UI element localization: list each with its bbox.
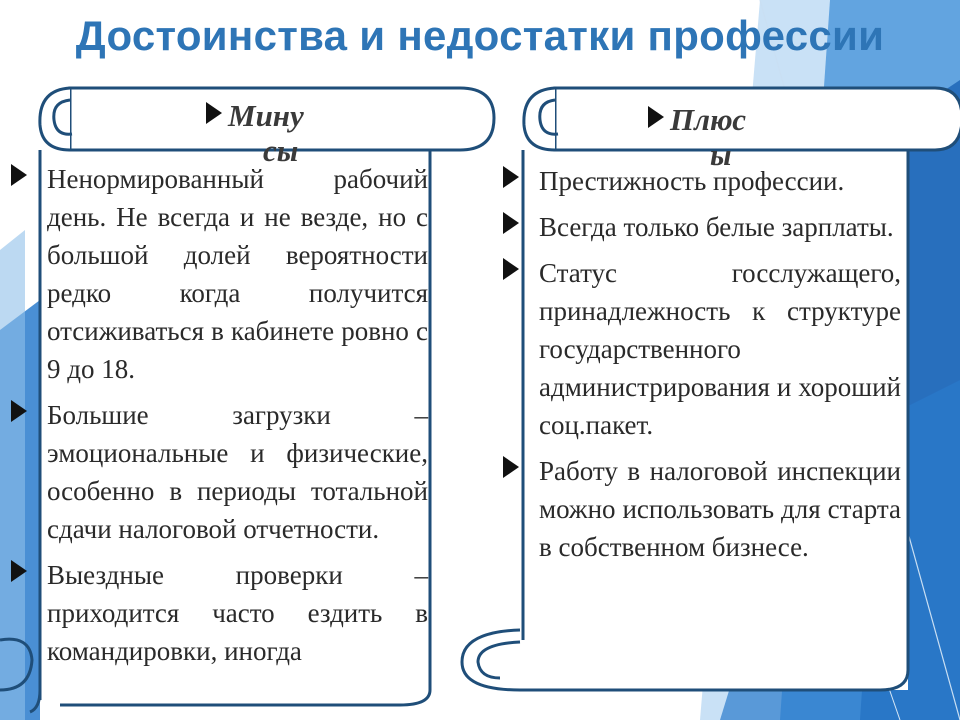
bullet-arrow-icon [503, 166, 519, 188]
list-item [47, 396, 428, 548]
list-item [539, 208, 901, 246]
bullet-arrow-icon [11, 164, 27, 186]
bullet-arrow-icon [503, 258, 519, 280]
minus-heading-line1: Мину [228, 98, 304, 133]
minus-item-text: Ненормированный рабочий день. Не всегда и не везде, но с большой долей вероятности редко когда получится отсиживаться в кабинете ровно с 9 до 18. [47, 164, 428, 384]
plus-heading-line2: ы [710, 137, 732, 172]
minus-item-text: Большие загрузки – эмоциональные и физические, особенно в периоды тотальной сдачи налоговой отчетности. [47, 400, 428, 544]
plus-item-text: Статус госслужащего, принадлежность к структуре государственного администрирования и хороший соц.пакет. [539, 258, 901, 440]
list-item [539, 162, 901, 200]
page-title: Достоинства и недостатки профессии [75, 12, 885, 59]
list-item [47, 556, 428, 670]
bullet-arrow-icon [11, 560, 27, 582]
minus-heading-arrow-icon [206, 102, 222, 124]
plus-item-text: Престижность профессии. [539, 166, 845, 196]
plus-heading [648, 98, 746, 142]
bullet-arrow-icon [11, 400, 27, 422]
plus-item-text: Работу в налоговой инспекции можно использовать для старта в собственном бизнесе. [539, 456, 901, 562]
list-item [539, 452, 901, 566]
plus-heading-arrow-icon [648, 106, 664, 128]
minus-heading [206, 94, 304, 138]
minus-item-text: Выездные проверки – приходится часто ездить в командировки, иногда [47, 560, 428, 666]
list-item [47, 160, 428, 388]
minus-heading-line2: сы [263, 133, 299, 168]
plus-item-text: Всегда только белые зарплаты. [539, 212, 894, 242]
bullet-arrow-icon [503, 212, 519, 234]
list-item [539, 254, 901, 444]
plus-list [539, 162, 901, 574]
bullet-arrow-icon [503, 456, 519, 478]
minus-list [47, 160, 428, 678]
plus-heading-line1: Плюс [670, 102, 747, 137]
